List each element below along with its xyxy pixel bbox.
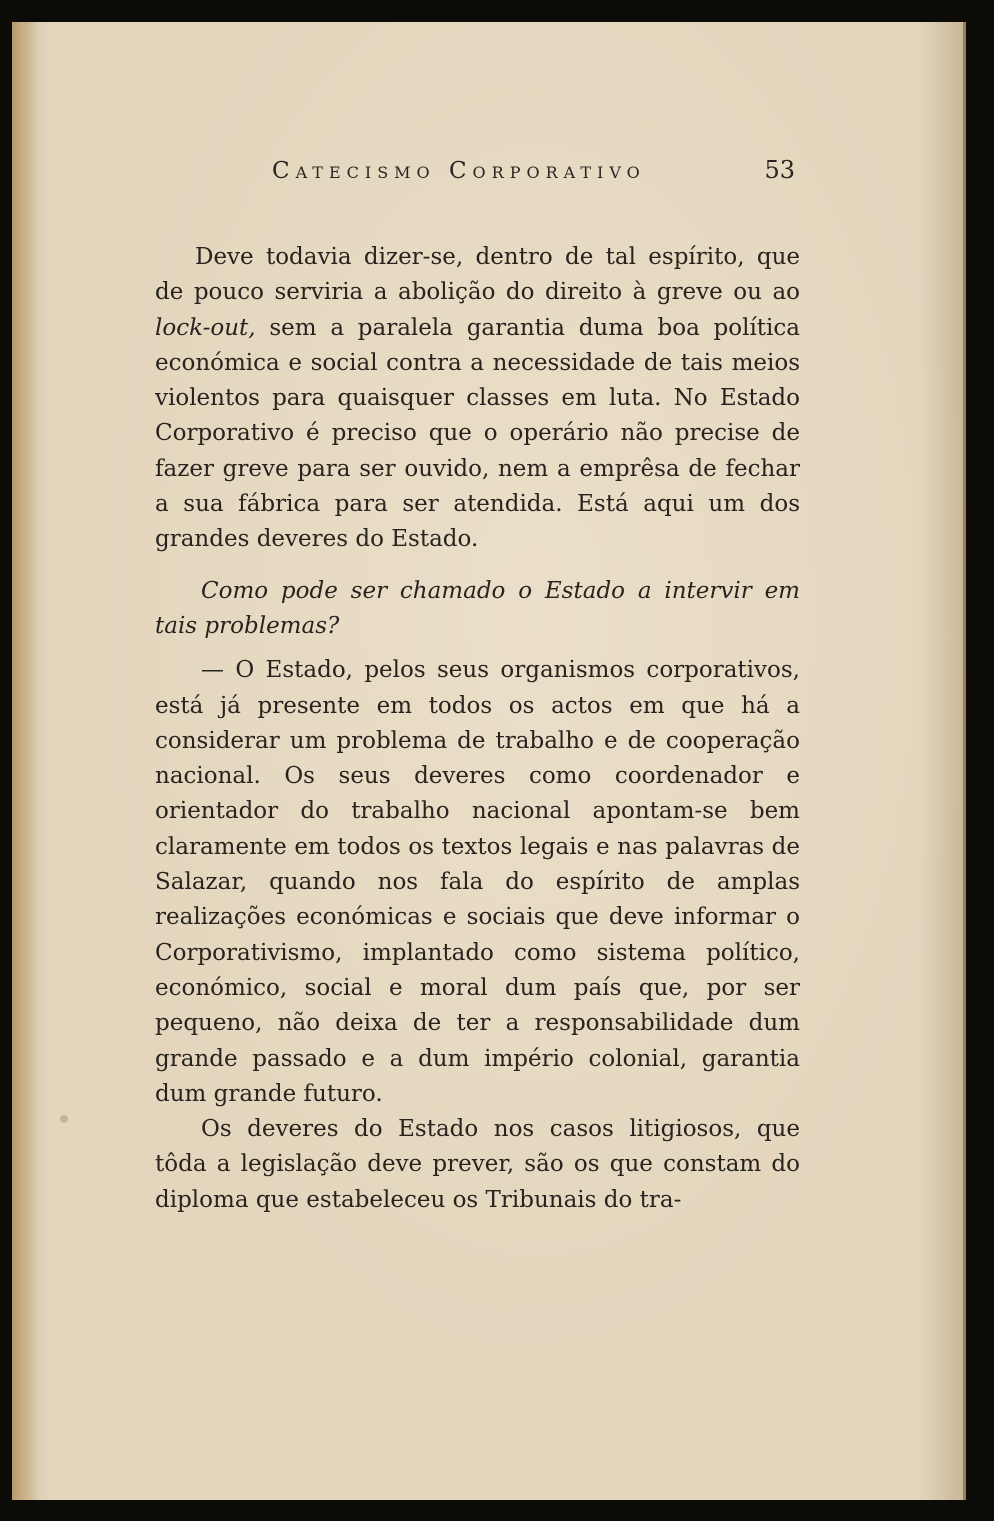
paper-stain: [60, 1115, 68, 1123]
page-edge: [963, 22, 966, 1500]
lock-out-term: lock-out,: [155, 314, 256, 341]
page-number: 53: [764, 156, 795, 184]
running-header: [272, 152, 800, 192]
question: Como pode ser chamado o Estado a intervir em tais problemas?: [155, 577, 800, 639]
page-gutter: [12, 22, 38, 1500]
paragraph-1-end: sem a paralela garantia duma boa política económica e social contra a necessidade de tais meios violentos para quaisquer classes em luta. No Estado Corporativo é preciso que o operário não precise de fazer greve para ser ouvido, nem a emprêsa de fechar a sua fábrica para ser atendida. Está aqui um dos grandes deveres do Estado.: [155, 314, 800, 553]
paragraph-1-start: Deve todavia dizer-se, dentro de tal espírito, que de pouco serviria a abolição do direito à greve ou ao: [155, 244, 800, 306]
running-title: Catecismo Corporativo: [272, 158, 646, 184]
answer-paragraph: — O Estado, pelos seus organismos corporativos, está já presente em todos os actos em que há a considerar um problema de trabalho e de cooperação nacional. Os seus deveres como coordenador e orientador do trabalho nacional apontam-se bem claramente em todos os textos legais e nas palavras de Salazar, quando nos fala do espírito de amplas realizações económicas e sociais que deve informar o Corporativismo, implantado como sistema político, económico, social e moral dum país que, por ser pequeno, não deixa de ter a responsabilidade dum grande passado e a dum império colonial, garantia dum grande futuro.: [155, 657, 800, 1107]
paragraph-3: Os deveres do Estado nos casos litigiosos, que tôda a legislação deve prever, são os que constam do diploma que estabeleceu os Tribunais do tra-: [155, 1116, 800, 1213]
paragraph-1: [155, 240, 800, 558]
page-text: [155, 240, 800, 1218]
